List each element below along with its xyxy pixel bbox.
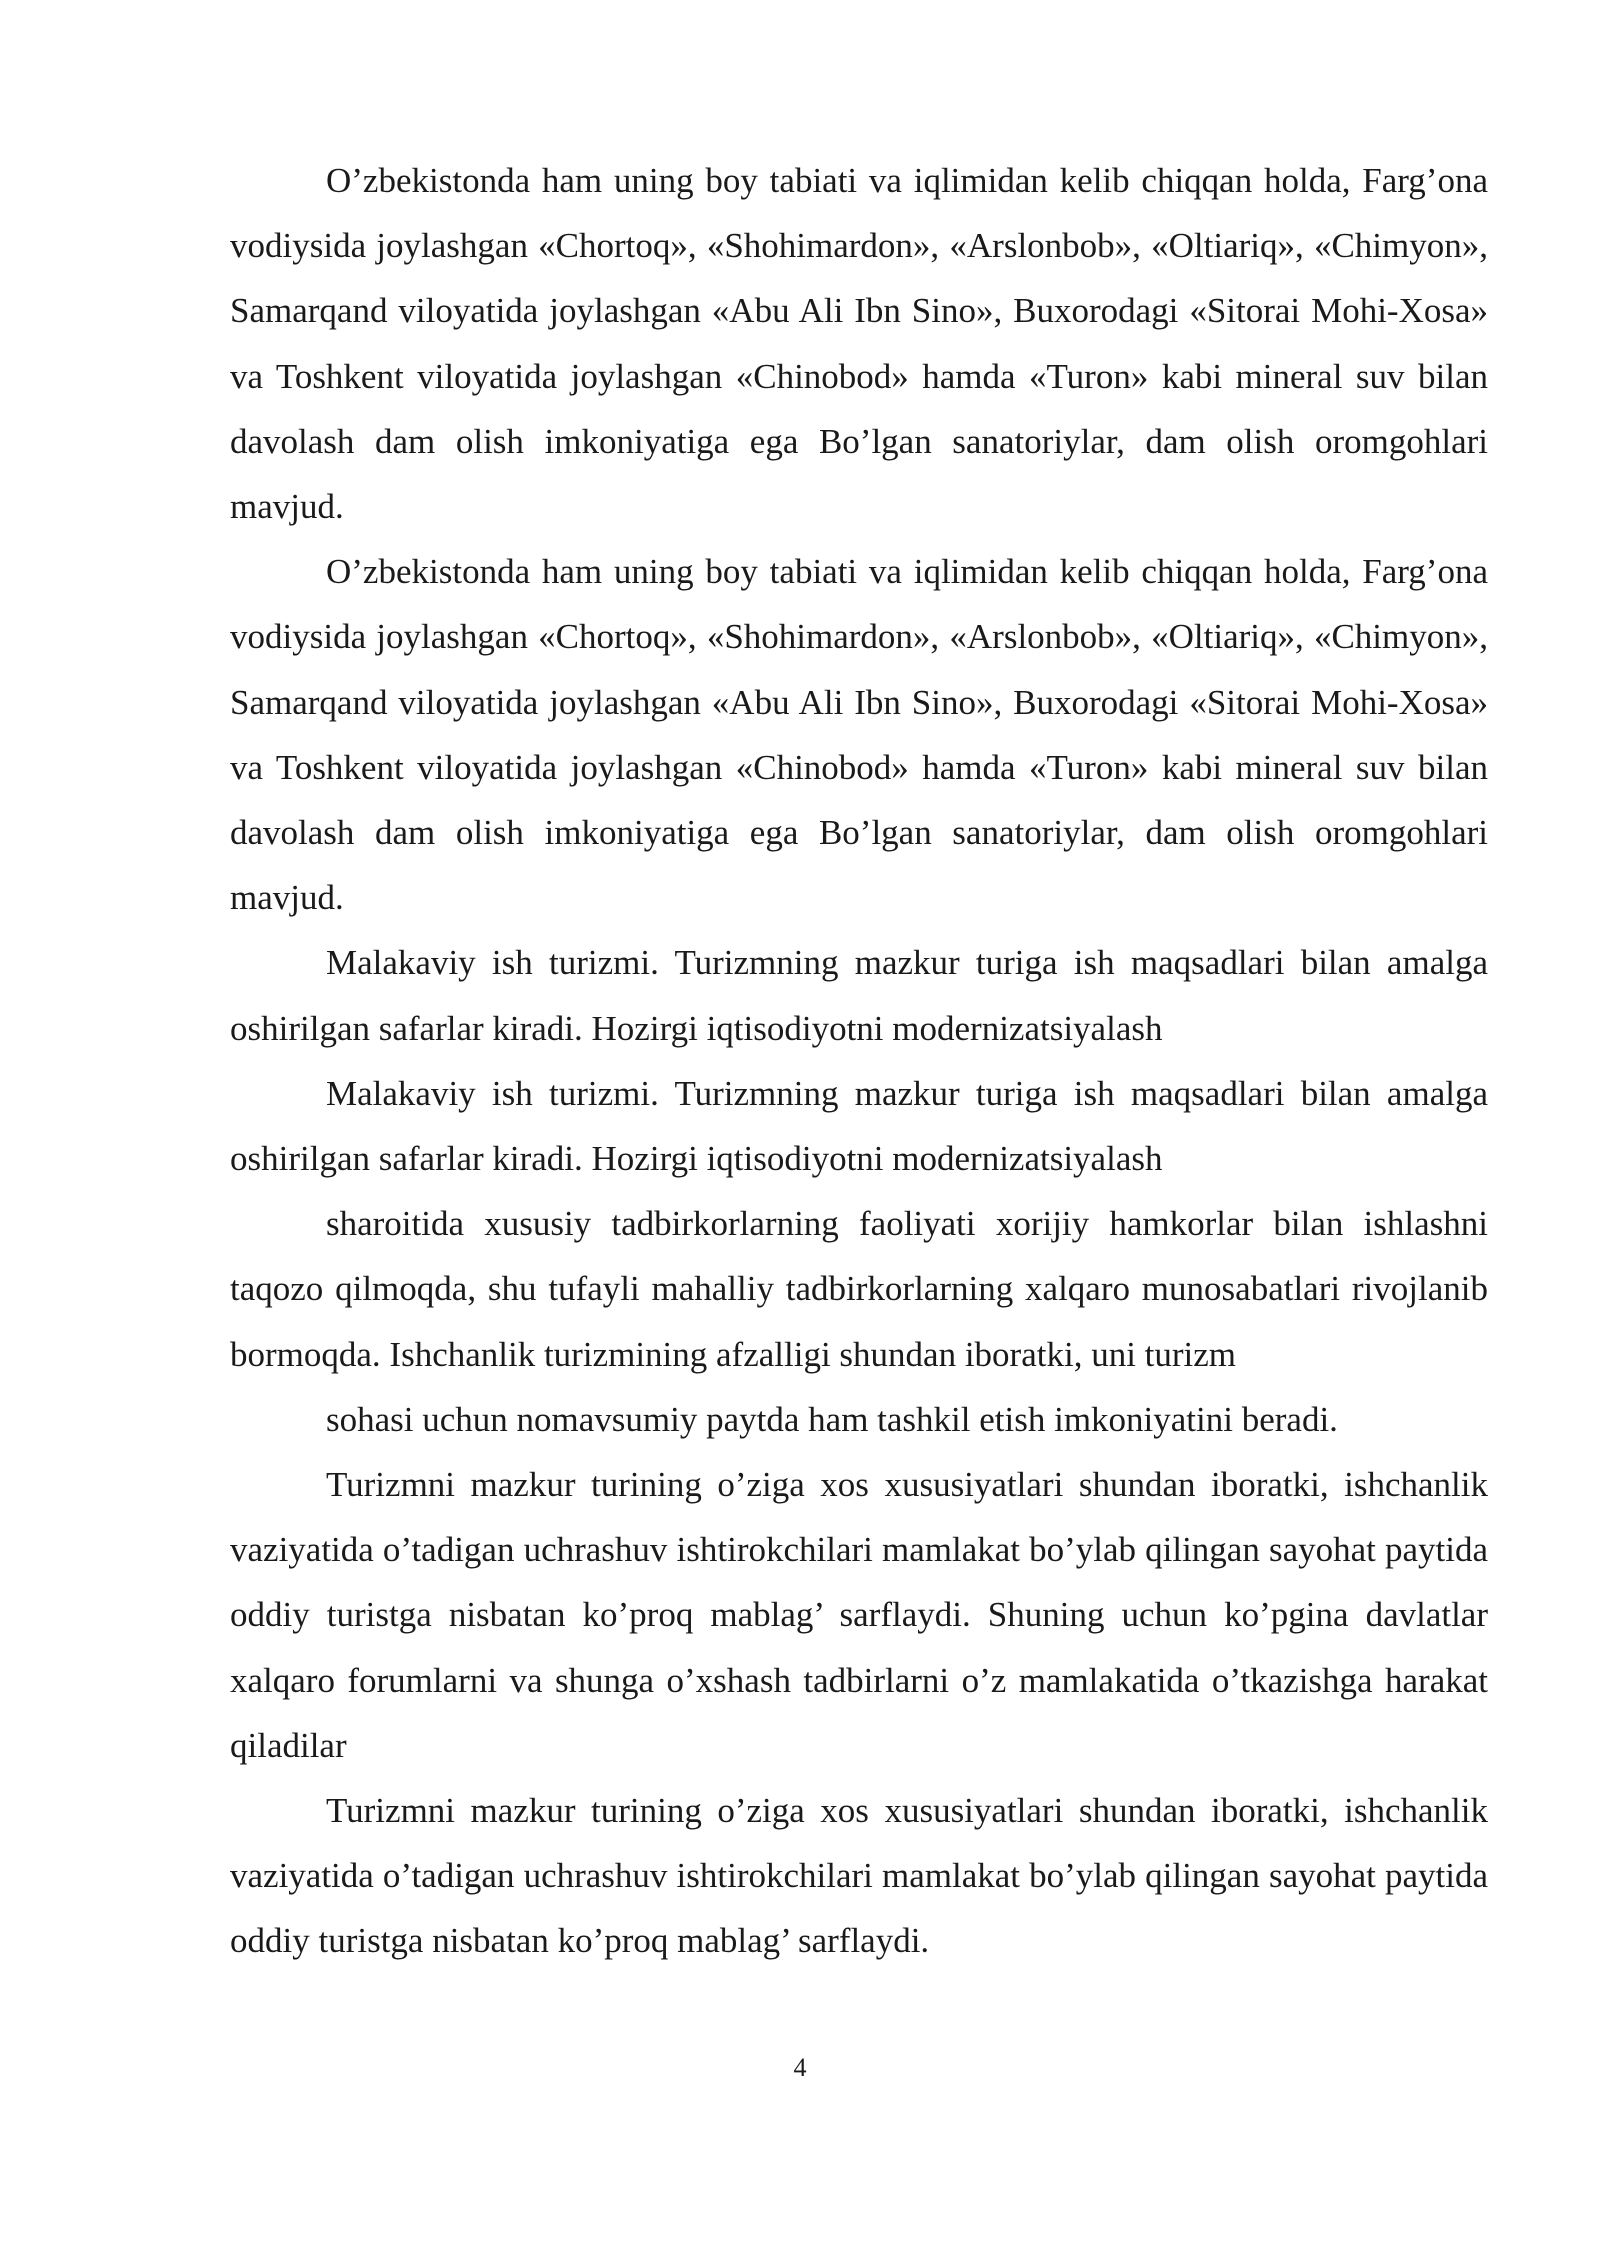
paragraph-3: Malakaviy ish turizmi. Turizmning mazkur turiga ish maqsadlari bilan amalga oshirilgan safarlar kiradi. Hozirgi iqtisodiyotni modernizatsiyalash xyxy=(230,943,1488,1048)
page-number: 4 xyxy=(793,2053,807,2082)
paragraph-1: O’zbekistonda ham uning boy tabiati va iqlimidan kelib chiqqan holda, Farg’ona vodiysida joylashgan «Chortoq», «Shohimardon», «Arslonbob», «Oltiariq», «Chimyon», Samarqand viloyatida joylashgan «Abu Ali Ibn Sino», Buxorodagi «Sitorai Mohi-Xosa» va Toshkent viloyatida joylashgan «Chinobod» hamda «Turon» kabi mineral suv bilan davolash dam olish imkoniyatiga ega Bo’lgan sanatoriylar, dam olish oromgohlari mavjud. xyxy=(230,161,1488,527)
paragraph-5: sharoitida xususiy tadbirkorlarning faoliyati xorijiy hamkorlar bilan ishlashni taqozo qilmoqda, shu tufayli mahalliy tadbirkorlarning xalqaro munosabatlari rivojlanib bormoqda. Ishchanlik turizmining afzalligi shundan iboratki, uni turizm xyxy=(230,1204,1488,1374)
paragraph-8: Turizmni mazkur turining o’ziga xos xususiyatlari shundan iboratki, ishchanlik vaziyatida o’tadigan uchrashuv ishtirokchilari mamlakat bo’ylab qilingan sayohat paytida oddiy turistga nisbatan ko’proq mablag’ sarflaydi. xyxy=(230,1791,1488,1961)
paragraph-2: O’zbekistonda ham uning boy tabiati va iqlimidan kelib chiqqan holda, Farg’ona vodiysida joylashgan «Chortoq», «Shohimardon», «Arslonbob», «Oltiariq», «Chimyon», Samarqand viloyatida joylashgan «Abu Ali Ibn Sino», Buxorodagi «Sitorai Mohi-Xosa» va Toshkent viloyatida joylashgan «Chinobod» hamda «Turon» kabi mineral suv bilan davolash dam olish imkoniyatiga ega Bo’lgan sanatoriylar, dam olish oromgohlari mavjud. xyxy=(230,552,1488,918)
body-text xyxy=(230,148,1488,1974)
paragraph-4: Malakaviy ish turizmi. Turizmning mazkur turiga ish maqsadlari bilan amalga oshirilgan safarlar kiradi. Hozirgi iqtisodiyotni modernizatsiyalash xyxy=(230,1073,1488,1179)
paragraph-7: Turizmni mazkur turining o’ziga xos xususiyatlari shundan iboratki, ishchanlik vaziyatida o’tadigan uchrashuv ishtirokchilari mamlakat bo’ylab qilingan sayohat paytida oddiy turistga nisbatan ko’proq mablag’ sarflaydi. Shuning uchun ko’pgina davlatlar xalqaro forumlarni va shunga o’xshash tadbirlarni o’z mamlakatida o’tkazishga harakat qiladilar xyxy=(230,1465,1488,1765)
paragraph-6: sohasi uchun nomavsumiy paytda ham tashkil etish imkoniyatini beradi. xyxy=(326,1399,1338,1439)
